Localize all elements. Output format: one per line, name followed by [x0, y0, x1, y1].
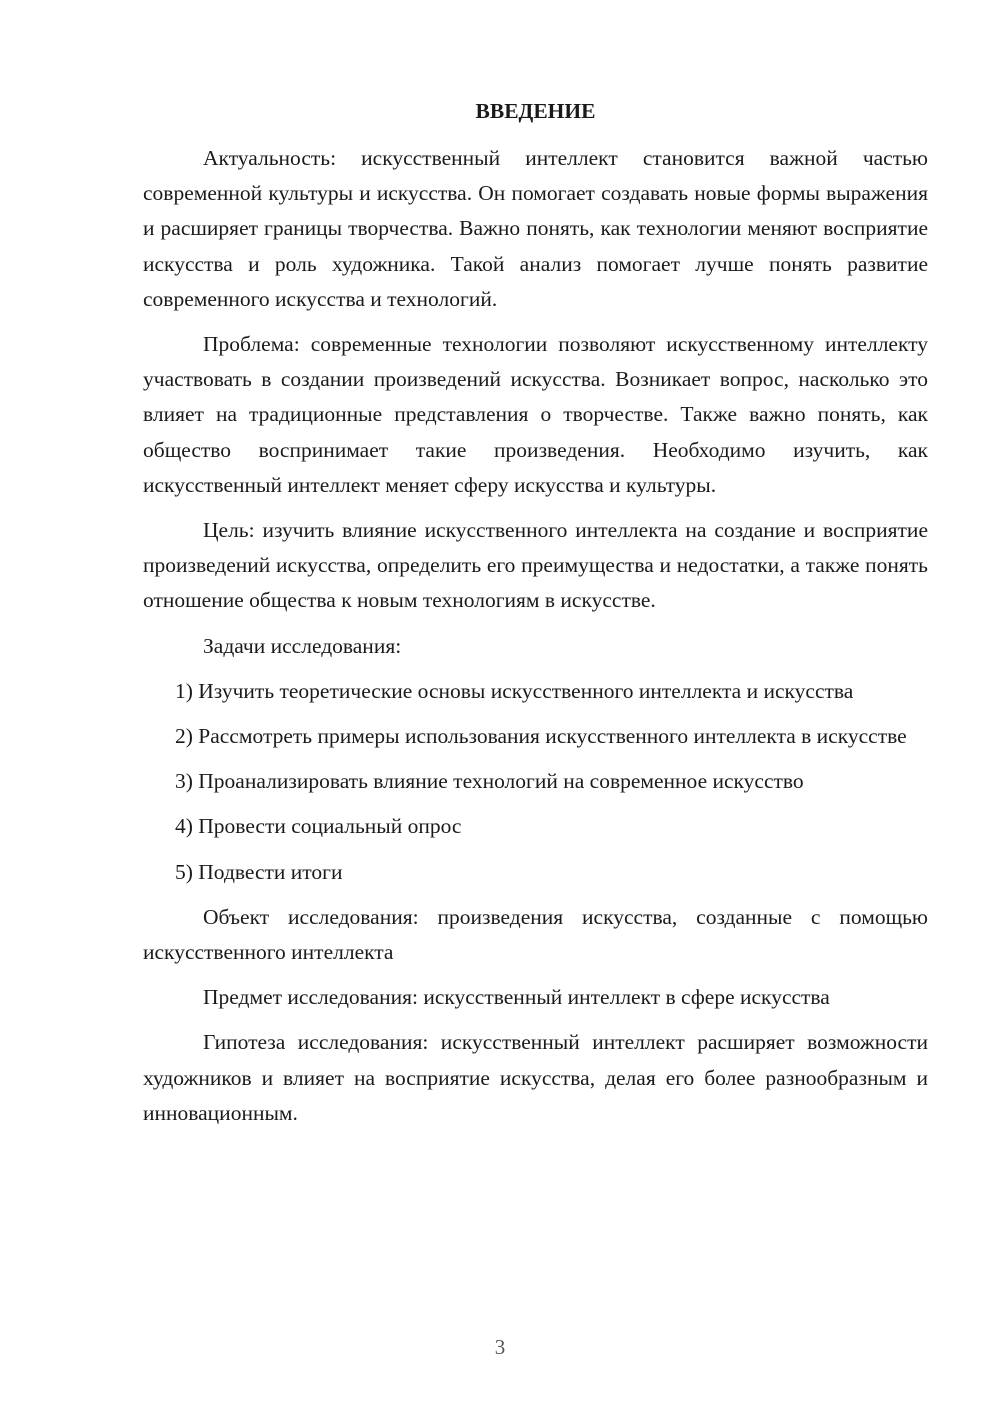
- page-title: ВВЕДЕНИЕ: [475, 99, 596, 123]
- relevance-paragraph: Актуальность: искусственный интеллект становится важной частью современной культуры и искусства. Он помогает создавать новые формы выражения и расширяет границы творчества. Важно понять, как технологии меняют восприятие искусства и роль художника. Такой анализ помогает лучше понять развитие современного искусства и технологий.: [143, 146, 928, 311]
- page-number: 3: [494, 1335, 506, 1359]
- tasks-label: Задачи исследования:: [203, 633, 402, 658]
- task-item-2: 2) Рассмотреть примеры использования искусственного интеллекта в искусстве: [175, 724, 907, 749]
- task-item-3: 3) Проанализировать влияние технологий на современное искусство: [175, 769, 804, 794]
- hypothesis-paragraph: Гипотеза исследования: искусственный интеллект расширяет возможности художников и влияет на восприятие искусства, делая его более разнообразным и инновационным.: [143, 1030, 928, 1125]
- task-item-4: 4) Провести социальный опрос: [175, 814, 462, 839]
- task-item-1: 1) Изучить теоретические основы искусственного интеллекта и искусства: [175, 678, 854, 703]
- problem-paragraph: Проблема: современные технологии позволяют искусственному интеллекту участвовать в создании произведений искусства. Возникает вопрос, насколько это влияет на традиционные представления о творчестве. Также важно понять, как общество воспринимает такие произведения. Необходимо изучить, как искусственный интеллект меняет сферу искусства и культуры.: [143, 332, 928, 497]
- goal-paragraph: Цель: изучить влияние искусственного интеллекта на создание и восприятие произведений искусства, определить его преимущества и недостатки, а также понять отношение общества к новым технологиям в искусстве.: [143, 518, 928, 613]
- document-page: [143, 96, 928, 1141]
- object-paragraph: Объект исследования: произведения искусства, созданные с помощью искусственного интеллекта: [143, 904, 928, 965]
- subject-paragraph: Предмет исследования: искусственный интеллект в сфере искусства: [203, 985, 830, 1010]
- task-item-5: 5) Подвести итоги: [175, 859, 343, 884]
